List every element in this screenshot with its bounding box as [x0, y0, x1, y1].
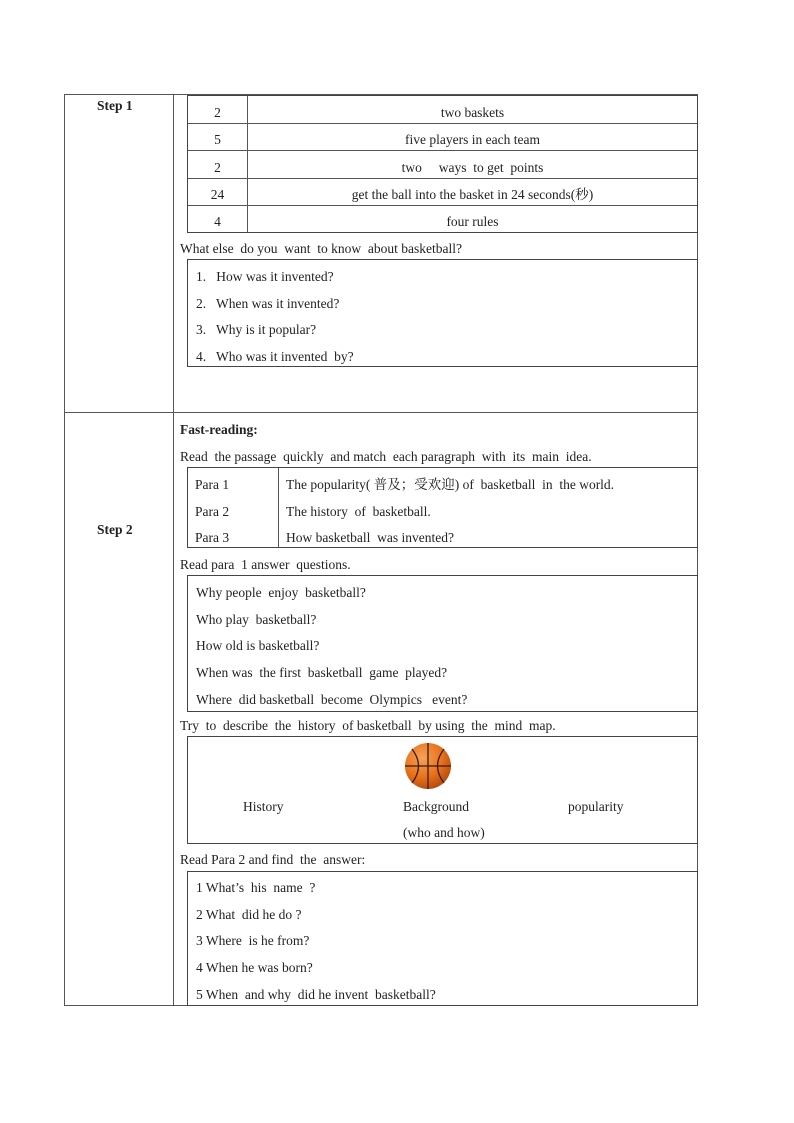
- question-prompt: What else do you want to know about basketball?: [180, 241, 462, 256]
- para-idea: The history of basketball.: [286, 504, 431, 519]
- fact-number: 4: [214, 214, 221, 229]
- facts-row-divider: [188, 123, 697, 124]
- table-column-divider: [173, 94, 174, 1006]
- mindmap-history: History: [243, 799, 284, 814]
- para2-question: 2 What did he do ?: [196, 907, 302, 922]
- table-left-border: [64, 94, 65, 1006]
- mindmap-popularity: popularity: [568, 799, 624, 814]
- paragraph-match-table: [187, 467, 698, 548]
- para-label: Para 2: [195, 504, 230, 519]
- facts-row-divider: [188, 150, 697, 151]
- question-item: 4. Who was it invented by?: [196, 349, 354, 364]
- fact-text: two ways to get points: [401, 160, 544, 175]
- para2-question: 1 What’s his name ?: [196, 880, 316, 895]
- question-item: 1. How was it invented?: [196, 269, 334, 284]
- fact-number: 24: [210, 187, 225, 202]
- fact-number: 2: [214, 160, 221, 175]
- step2-label: Step 2: [97, 522, 133, 537]
- mindmap-background: Background: [403, 799, 469, 814]
- question-item: 2. When was it invented?: [196, 296, 340, 311]
- fast-reading-title: Fast-reading:: [180, 422, 258, 437]
- mindmap-box: [187, 736, 698, 844]
- facts-row-divider: [188, 178, 697, 179]
- table-row-divider: [64, 412, 698, 413]
- fact-text: get the ball into the basket in 24 seconds(秒): [351, 187, 594, 202]
- facts-row-divider: [188, 205, 697, 206]
- fact-text: five players in each team: [405, 132, 540, 147]
- question-item: 3. Why is it popular?: [196, 322, 317, 337]
- para2-question: 4 When he was born?: [196, 960, 313, 975]
- questions-box: [187, 259, 698, 367]
- mindmap-instruction: Try to describe the history of basketball by using the mind map.: [180, 718, 556, 733]
- para-label: Para 3: [195, 530, 230, 545]
- para-idea: How basketball was invented?: [286, 530, 454, 545]
- para-idea: The popularity( 普及；受欢迎) of basketball in the world.: [286, 477, 615, 492]
- match-instruction: Read the passage quickly and match each paragraph with its main idea.: [180, 449, 592, 464]
- step1-label: Step 1: [97, 98, 133, 113]
- fact-number: 5: [214, 132, 221, 147]
- facts-table: [187, 95, 698, 233]
- para1-questions-box: [187, 575, 698, 712]
- fact-text: four rules: [446, 214, 499, 229]
- para1-instruction: Read para 1 answer questions.: [180, 557, 351, 572]
- para1-question: Where did basketball become Olympics event?: [196, 692, 468, 707]
- fact-text: two baskets: [440, 105, 505, 120]
- para1-question: How old is basketball?: [196, 638, 320, 653]
- para1-question: Who play basketball?: [196, 612, 317, 627]
- basketball-icon: [403, 741, 453, 791]
- para2-question: 5 When and why did he invent basketball?: [196, 987, 436, 1002]
- para1-question: When was the first basketball game played?: [196, 665, 448, 680]
- fact-number: 2: [214, 105, 221, 120]
- mindmap-background-sub: (who and how): [403, 825, 485, 840]
- match-column-divider: [278, 468, 279, 547]
- para1-question: Why people enjoy basketball?: [196, 585, 366, 600]
- para2-questions-box: [187, 871, 698, 1006]
- para-label: Para 1: [195, 477, 230, 492]
- para2-instruction: Read Para 2 and find the answer:: [180, 852, 366, 867]
- para2-question: 3 Where is he from?: [196, 933, 310, 948]
